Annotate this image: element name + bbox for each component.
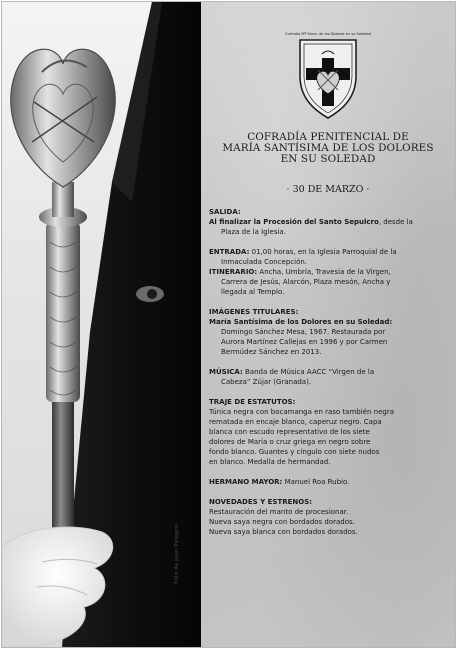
title-line-2: MARÍA SANTÍSIMA DE LOS DOLORES [222,142,434,154]
procession-details [209,207,422,537]
musica-label: MÚSICA: [209,368,243,376]
traje-line-3: blanca con escudo representativo de los siete [209,428,370,436]
imagenes-label: IMÁGENES TITULARES: [209,308,299,316]
itinerario-line-2: Carrera de Jesús, Alarcón, Plaza mesón, Ancha y [221,278,391,286]
hermano-mayor-label: HERMANO MAYOR: [209,478,283,486]
salida-text-bold: Al finalizar la Procesión del Santo Sepulcro [209,218,379,226]
salida-label: SALIDA: [209,208,241,216]
imagenes-line-3: Aurora Martínez Callejas en 1996 y por Carmen [221,338,388,346]
novedades-line-3: Nueva saya blanca con bordados dorados. [209,528,358,536]
brotherhood-crest [278,32,378,122]
crest-motto: Cofradía Mª Stma. de los Dolores en su Soledad [285,32,371,36]
novedades-line-1: Restauración del manto de procesionar. [209,508,349,516]
salida-text-rest: , desde la [378,218,413,226]
traje-line-6: en blanco. Medalla de hermandad. [209,458,331,466]
musica-text: Banda de Música AACC “Virgen de la [242,368,375,376]
crest-shield-icon [278,32,378,122]
traje-line-4: dolores de María o cruz griega en negro sobre [209,438,371,446]
traje-line-2: rematada en encaje blanco, caperuz negro. Capa [209,418,382,426]
heart-finial [11,49,115,187]
title-line-3: EN SU SOLEDAD [280,153,376,165]
nazareno-photo [2,2,201,647]
hermano-mayor-text: Manuel Roa Rubio. [282,478,350,486]
novedades-line-2: Nueva saya negra con bordados dorados. [209,518,355,526]
entrada-label: ENTRADA: [209,248,250,256]
novedades-label: NOVEDADES Y ESTRENOS: [209,498,313,506]
staff-silver-shaft [46,222,80,402]
photo-credit: Foto de Juan Pelegrín [174,523,180,584]
title-line-1: COFRADÍA PENITENCIAL DE [247,131,409,143]
imagenes-line-4: Bermúdez Sánchez en 2013. [221,348,322,356]
imagenes-sub-label: María Santísima de los Dolores en su Soledad: [209,318,393,326]
traje-line-5: fondo blanco. Guantes y cíngulo con siete nudos [209,448,380,456]
itinerario-text: Ancha, Umbría, Travesía de la Virgen, [257,268,391,276]
entrada-text: 01,00 horas, en la Iglesia Parroquial de la [249,248,397,256]
brotherhood-title [201,132,455,165]
poster-page [1,1,456,648]
info-panel [201,2,455,647]
photo-illustration [2,2,201,647]
traje-line-1: Túnica negra con bocamanga en raso también negra [209,408,394,416]
traje-label: TRAJE DE ESTATUTOS: [209,398,296,406]
salida-line-2: Plaza de la Iglesia. [221,228,286,236]
imagenes-line-2: Domingo Sánchez Mesa, 1967. Restaurada por [221,328,386,336]
musica-line-2: Cabeza” Zújar (Granada). [221,378,312,386]
itinerario-label: ITINERARIO: [209,268,258,276]
entrada-line-2: Inmaculada Concepción. [221,258,308,266]
procession-date: · 30 DE MARZO · [286,184,370,195]
itinerario-line-3: llegada al Templo. [221,288,285,296]
